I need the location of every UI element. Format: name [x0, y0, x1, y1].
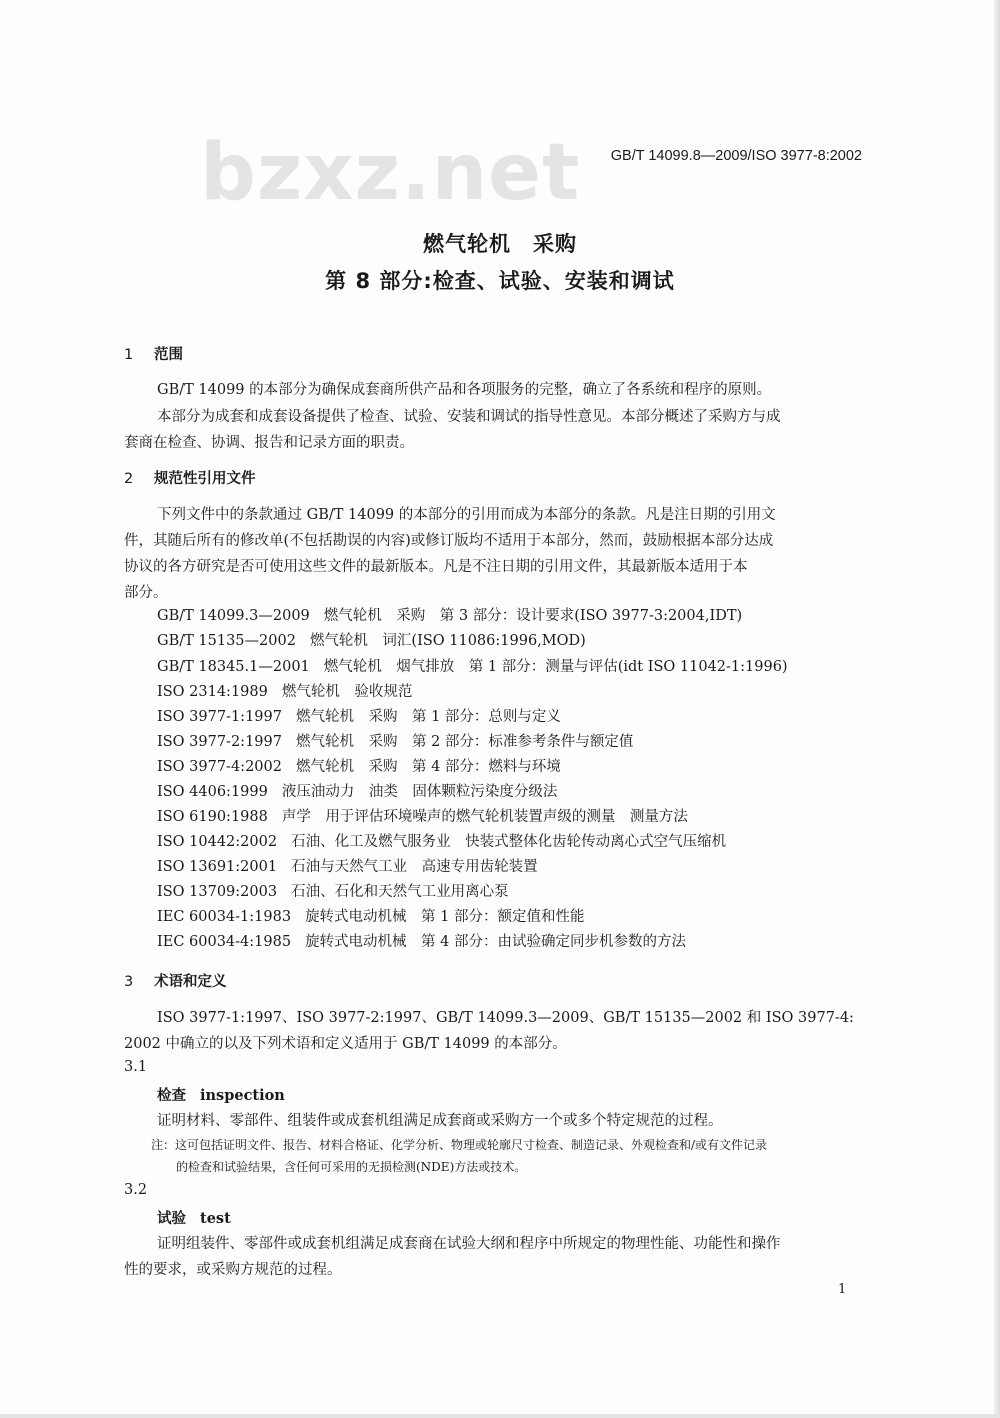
document-title-line1: 燃气轮机 采购 — [423, 232, 577, 256]
reference-code: ISO 10442:2002 — [157, 834, 278, 850]
reference-item — [157, 755, 561, 776]
reference-item — [157, 680, 412, 701]
reference-item — [157, 655, 788, 676]
section-title: 术语和定义 — [154, 974, 227, 990]
term-note-line: 的检查和试验结果，含任何可采用的无损检测(NDE)方法或技术。 — [176, 1160, 527, 1174]
reference-code: ISO 3977-4:2002 — [157, 759, 282, 775]
reference-code: IEC 60034-1:1983 — [157, 909, 292, 925]
reference-title: 石油、化工及燃气服务业 快装式整体化齿轮传动离心式空气压缩机 — [291, 834, 727, 850]
paragraph-line: 本部分为成套和成套设备提供了检查、试验、安装和调试的指导性意见。本部分概述了采购方与成 — [157, 409, 781, 425]
reference-code: ISO 3977-1:1997 — [157, 709, 282, 725]
paragraph-line: 部分。 — [124, 585, 168, 601]
reference-title: 燃气轮机 验收规范 — [281, 684, 413, 700]
reference-title: 燃气轮机 烟气排放 第 1 部分：测量与评估(idt ISO 11042-1:1996) — [323, 659, 788, 675]
reference-item — [157, 855, 538, 876]
term-definition: 证明组装件、零部件或成套机组满足成套商在试验大纲和程序中所规定的物理性能、功能性和操作 — [157, 1236, 781, 1252]
reference-code: ISO 2314:1989 — [157, 684, 268, 700]
reference-code: GB/T 18345.1—2001 — [157, 659, 310, 675]
reference-title: 液压油动力 油类 固体颗粒污染度分级法 — [281, 784, 558, 800]
paragraph-line: GB/T 14099 的本部分为确保成套商所供产品和各项服务的完整，确立了各系统和程序的原则。 — [157, 382, 772, 398]
reference-item — [157, 780, 557, 801]
paragraph-line: ISO 3977-1:1997、ISO 3977-2:1997、GB/T 14099.3—2009、GB/T 15135—2002 和 ISO 3977-4: — [157, 1010, 854, 1026]
reference-item — [157, 629, 586, 650]
reference-item — [157, 805, 688, 826]
paragraph-line: 2002 中确立的以及下列术语和定义适用于 GB/T 14099 的本部分。 — [124, 1036, 567, 1052]
reference-title: 燃气轮机 采购 第 2 部分：标准参考条件与额定值 — [295, 734, 634, 750]
page-number: 1 — [838, 1282, 847, 1297]
term-en: test — [200, 1210, 231, 1227]
reference-title: 燃气轮机 采购 第 3 部分：设计要求(ISO 3977-3:2004,IDT) — [323, 608, 743, 624]
section-title: 规范性引用文件 — [154, 471, 256, 487]
reference-code: GB/T 15135—2002 — [157, 633, 296, 649]
reference-item — [157, 705, 561, 726]
term-definition: 性的要求，或采购方规范的过程。 — [124, 1262, 342, 1278]
reference-title: 燃气轮机 采购 第 1 部分：总则与定义 — [295, 709, 561, 725]
term-note-line: 注：这可包括证明文件、报告、材料合格证、化学分析、物理或轮廓尺寸检查、制造记录、外观检查和/或有文件记录 — [151, 1138, 768, 1152]
reference-code: ISO 4406:1999 — [157, 784, 268, 800]
term-zh: 试验 — [157, 1211, 186, 1227]
reference-item — [157, 604, 742, 625]
term-heading — [157, 1084, 285, 1105]
reference-code: ISO 6190:1988 — [157, 809, 268, 825]
reference-code: ISO 3977-2:1997 — [157, 734, 282, 750]
term-definition: 证明材料、零部件、组装件或成套机组满足成套商或采购方一个或多个特定规范的过程。 — [157, 1113, 723, 1129]
term-en: inspection — [200, 1087, 285, 1104]
section-3-heading — [124, 970, 227, 991]
reference-item — [157, 880, 509, 901]
section-2-heading — [124, 467, 256, 488]
reference-title: 石油与天然气工业 高速专用齿轮装置 — [291, 859, 538, 875]
paragraph-line: 套商在检查、协调、报告和记录方面的职责。 — [124, 435, 414, 451]
reference-title: 燃气轮机 采购 第 4 部分：燃料与环境 — [295, 759, 561, 775]
section-number: 2 — [124, 471, 134, 487]
reference-title: 石油、石化和天然气工业用离心泵 — [291, 884, 509, 900]
section-1-heading — [124, 343, 183, 364]
term-number: 3.1 — [124, 1059, 148, 1075]
watermark-logo: bzxz.net — [200, 128, 581, 218]
page-edge-shadow — [994, 0, 1000, 1418]
reference-item — [157, 830, 726, 851]
term-number: 3.2 — [124, 1182, 148, 1198]
reference-code: ISO 13691:2001 — [157, 859, 278, 875]
reference-item — [157, 730, 633, 751]
section-number: 3 — [124, 974, 134, 990]
section-number: 1 — [124, 347, 134, 363]
paragraph-line: 下列文件中的条款通过 GB/T 14099 的本部分的引用而成为本部分的条款。凡是注日期的引用文 — [157, 507, 776, 523]
paragraph-line: 协议的各方研究是否可使用这些文件的最新版本。凡是不注日期的引用文件，其最新版本适用于本 — [124, 559, 748, 575]
page-bottom-edge — [0, 1414, 1000, 1418]
term-zh: 检查 — [157, 1088, 186, 1104]
document-title-line2: 第 8 部分:检查、试验、安装和调试 — [325, 269, 675, 293]
reference-code: GB/T 14099.3—2009 — [157, 608, 310, 624]
term-heading — [157, 1207, 231, 1228]
reference-code: ISO 13709:2003 — [157, 884, 278, 900]
reference-code: IEC 60034-4:1985 — [157, 934, 292, 950]
section-title: 范围 — [154, 347, 183, 363]
reference-item — [157, 930, 686, 951]
reference-item — [157, 905, 585, 926]
reference-title: 旋转式电动机械 第 1 部分：额定值和性能 — [305, 909, 585, 925]
paragraph-line: 件，其随后所有的修改单(不包括勘误的内容)或修订版均不适用于本部分，然而，鼓励根据本部分达成 — [124, 533, 774, 549]
reference-title: 声学 用于评估环境噪声的燃气轮机装置声级的测量 测量方法 — [281, 809, 688, 825]
standard-code: GB/T 14099.8—2009/ISO 3977-8:2002 — [610, 148, 862, 164]
reference-title: 旋转式电动机械 第 4 部分：由试验确定同步机参数的方法 — [305, 934, 687, 950]
reference-title: 燃气轮机 词汇(ISO 11086:1996,MOD) — [309, 633, 586, 649]
